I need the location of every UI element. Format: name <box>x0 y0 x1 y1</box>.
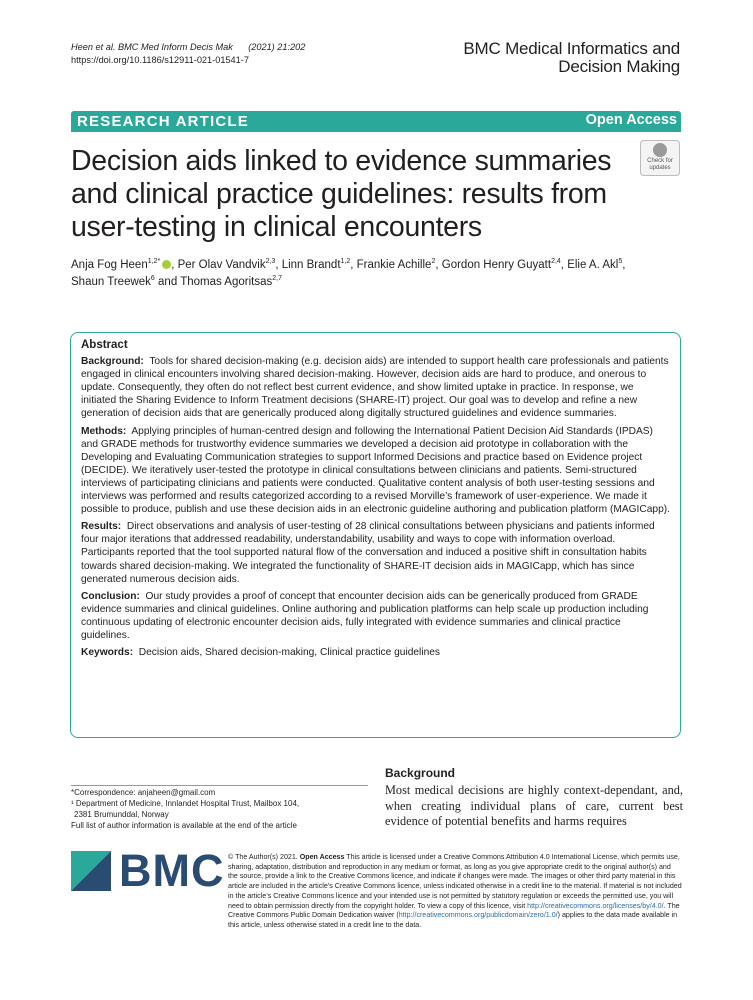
public-domain-link[interactable]: http://creativecommons.org/publicdomain/zero/1.0/ <box>398 911 558 920</box>
check-updates-line1: Check for <box>647 158 673 164</box>
check-updates-line2: updates <box>649 165 671 171</box>
citation-block <box>71 41 305 67</box>
author-info-note: Full list of author information is available at the end of the article <box>71 821 297 830</box>
abstract-methods: Methods: Applying principles of human-centred design and following the International Patient Decision Aid Standards (IPDAS) and GRADE methods for trustworthy evidence summaries we developed a decision aid prototype in collaboration with the Developing and Evaluating Communication strategies to support Informed Decisions and practice based on Evidence project (DECIDE). We iteratively user-tested the prototype in clinical consultations between clinicians and patients. Semi-structured interviews of participating clinicians and patients were conducted. Qualitative content analysis of both user-testing sessions and interviews was performed and results categorized according to a revised Morville’s framework of user-experience. We made it possible to produce, publish and use these decision aids in an electronic guideline authoring and publication platform (MAGICapp). <box>81 425 670 516</box>
citation-authors: Heen et al. BMC Med Inform Decis Mak <box>71 42 233 52</box>
article-title: Decision aids linked to evidence summaries and clinical practice guidelines: results from user-testing in clinical encounters <box>71 145 612 243</box>
orcid-icon[interactable] <box>162 260 171 269</box>
author-name[interactable]: Thomas Agoritsas <box>180 276 273 288</box>
author-affiliation: 2,7 <box>272 275 282 282</box>
doi-link[interactable]: https://doi.org/10.1186/s12911-021-01541-7 <box>71 55 249 65</box>
article-type: RESEARCH ARTICLE <box>77 113 249 130</box>
author-list: Anja Fog Heen$^{1,2*}$ , Per Olav Vandvik$^{2,3}$, Linn Brandt$^{1,2}$, Frankie Achille$^2$, Gordon Henry Guyatt$^{2,4}$, Elie A. Akl$^5$, Shaun Treewek$^6$ and Thomas Agoritsas$^{2,7}$ <box>71 258 626 288</box>
footnote-divider <box>71 785 368 786</box>
author-affiliation: 5 <box>618 258 623 265</box>
abstract-box <box>70 332 681 738</box>
author-name[interactable]: Anja Fog Heen <box>71 259 148 271</box>
author-affiliation: 1,2 <box>340 258 351 265</box>
abstract-keywords: Keywords: Decision aids, Shared decision-making, Clinical practice guidelines <box>81 647 441 659</box>
license-link[interactable]: http://creativecommons.org/licenses/by/4.0/ <box>527 901 664 910</box>
author-affiliation: 2 <box>431 258 436 265</box>
citation-year: (2021) 21:202 <box>248 42 306 52</box>
footnotes <box>71 787 371 831</box>
author-affiliation: 2,3 <box>265 258 276 265</box>
bookmark-icon <box>653 143 667 157</box>
author-affiliation: 1,2* <box>147 258 161 265</box>
background-heading: Background <box>385 766 456 780</box>
abstract-results: Results: Direct observations and analysis of user-testing of 28 clinical consultations between physicians and patients informed four major iterations that addressed readability, understandability, usability and ways to cope with information overload. Participants reported that the tool supported natural flow of the conversation and induced a positive shift in consultation habits towards shared decision-making. We integrated the functionality of SHARE-IT decision aids in MAGICapp, which has since generated numerous decision aids. <box>81 521 655 585</box>
background-text: Most medical decisions are highly context-dependant, and, when creating individual plans of care, current best evidence of potential benefits and harms requires <box>385 783 683 828</box>
journal-name: BMC Medical Informatics and Decision Making <box>463 39 680 76</box>
affiliation-1a: ¹ Department of Medicine, Innlandet Hospital Trust, Mailbox 104, <box>71 799 300 808</box>
open-access-label: Open Access <box>585 112 677 128</box>
license-text: © The Author(s) 2021. Open Access This article is licensed under a Creative Commons Attribution 4.0 International License, which permits use, sharing, adaptation, distribution and reproduction in any medium or format, as long as you give appropriate credit to the original author(s) and the source, provide a link to the Creative Commons licence, and indicate if changes were made. The images or other third party material in this article are included in the article’s Creative Commons licence, unless indicated otherwise in a credit line to the material. If material is not included in the article’s Creative Commons licence and your intended use is not permitted by statutory regulation or exceeds the permitted use, you will need to obtain permission directly from the copyright holder. To view a copy of this licence, visit http://creativecommons.org/licenses/by/4.0/. The Creative Commons Public Domain Dedication waiver (http://creativecommons.org/publicdomain/zero/1.0/) applies to the data made available in this article, unless otherwise stated in a credit line to the data. <box>228 853 682 929</box>
author-affiliation: 2,4 <box>551 258 561 265</box>
abstract-heading: Abstract <box>81 339 128 351</box>
affiliation-1b: 2381 Brumunddal, Norway <box>74 810 169 819</box>
check-for-updates-badge[interactable] <box>640 140 680 176</box>
author-name[interactable]: Shaun Treewek <box>71 276 151 288</box>
author-name[interactable]: Linn Brandt <box>281 259 341 271</box>
bmc-logo-text: BMC <box>119 845 225 896</box>
abstract-background: Background: Tools for shared decision-making (e.g. decision aids) are intended to support health care professionals and patients engaged in clinical encounters involving shared decision-making. However, decision aids are hard to produce, and onerous to update. Consequently, they often do not reflect best current evidence, and show limited uptake in practice. In response, we initiated the Sharing Evidence to Inform Treatment decisions (SHARE-IT) project. Our goal was to develop and refine a new generation of decision aids that are generically produced along digitally structured guidelines and evidence summaries. <box>81 356 669 420</box>
correspondence: *Correspondence: anjaheen@gmail.com <box>71 788 216 797</box>
author-name[interactable]: Frankie Achille <box>356 259 432 271</box>
abstract-conclusion: Conclusion: Our study provides a proof of concept that encounter decision aids can be generically produced from GRADE evidence summaries and clinical guidelines. Online authoring and publication platforms can help scale up production including continuous updating of electronic encounter decision aids, fully integrated with evidence summaries and clinical practice guidelines. <box>81 590 649 641</box>
author-name[interactable]: Per Olav Vandvik <box>177 259 266 271</box>
author-name[interactable]: Gordon Henry Guyatt <box>441 259 552 271</box>
author-name[interactable]: Elie A. Akl <box>567 259 619 271</box>
author-affiliation: 6 <box>150 275 155 282</box>
